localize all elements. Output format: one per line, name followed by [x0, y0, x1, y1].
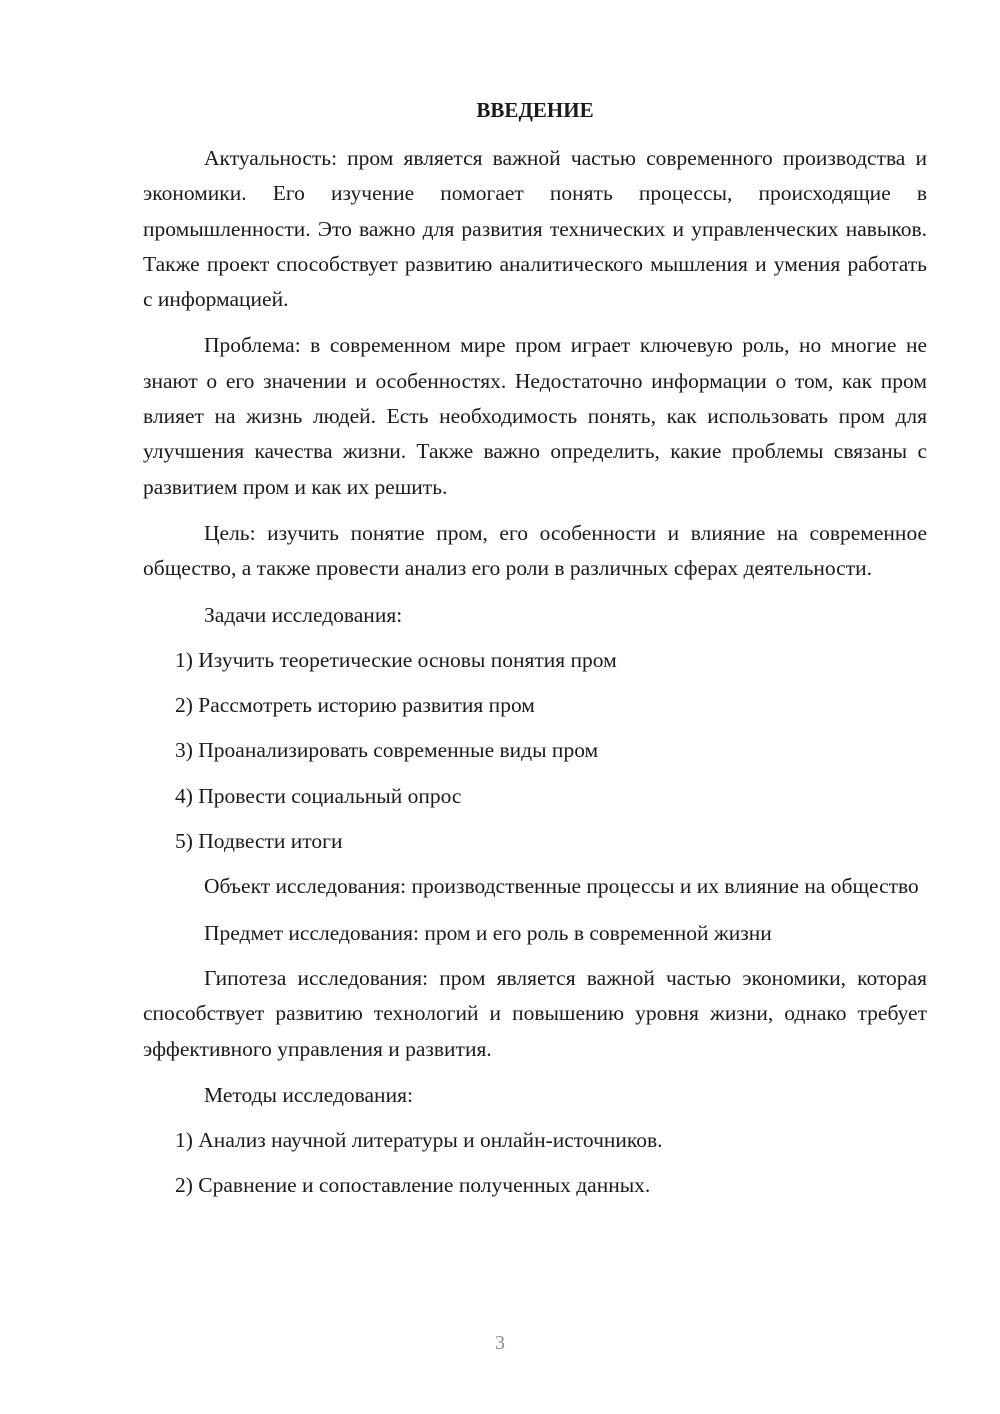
section-title: ВВЕДЕНИЕ	[476, 98, 594, 122]
list-item: 1) Анализ научной литературы и онлайн-источников.	[175, 1128, 663, 1153]
hypothesis-paragraph: Гипотеза исследования: пром является важной частью экономики, которая способствует развитию технологий и повышению уровня жизни, однако требует эффективного управления и развития.	[143, 965, 927, 1061]
methods-heading: Методы исследования:	[204, 1082, 413, 1107]
list-item: 3) Проанализировать современные виды пром	[175, 738, 599, 763]
problem-paragraph: Проблема: в современном мире пром играет ключевую роль, но многие не знают о его значении и особенностях. Недостаточно информации о том, как пром влияет на жизнь людей. Есть необходимость понять, как использовать пром для улучшения качества жизни. Также важно определить, какие проблемы связаны с развитием пром и как их решить.	[143, 333, 927, 499]
list-item: 2) Рассмотреть историю развития пром	[175, 693, 535, 718]
tasks-heading: Задачи исследования:	[204, 602, 403, 627]
page-content	[143, 95, 927, 1214]
list-item: 5) Подвести итоги	[175, 829, 343, 854]
relevance-paragraph: Актуальность: пром является важной частью современного производства и экономики. Его изучение помогает понять процессы, происходящие в промышленности. Это важно для развития технических и управленческих навыков. Также проект способствует развитию аналитического мышления и умения работать с информацией.	[143, 146, 927, 312]
methods-list	[143, 1123, 927, 1204]
goal-paragraph: Цель: изучить понятие пром, его особенности и влияние на современное общество, а также провести анализ его роли в различных сферах деятельности.	[143, 520, 927, 581]
object-paragraph: Объект исследования: производственные процессы и их влияние на общество	[204, 874, 919, 899]
list-item: 1) Изучить теоретические основы понятия пром	[175, 647, 617, 672]
subject-paragraph: Предмет исследования: пром и его роль в современной жизни	[204, 920, 772, 945]
tasks-list	[143, 643, 927, 859]
list-item: 4) Провести социальный опрос	[175, 783, 462, 808]
list-item: 2) Сравнение и сопоставление полученных данных.	[175, 1173, 651, 1198]
page-number: 3	[495, 1332, 505, 1354]
